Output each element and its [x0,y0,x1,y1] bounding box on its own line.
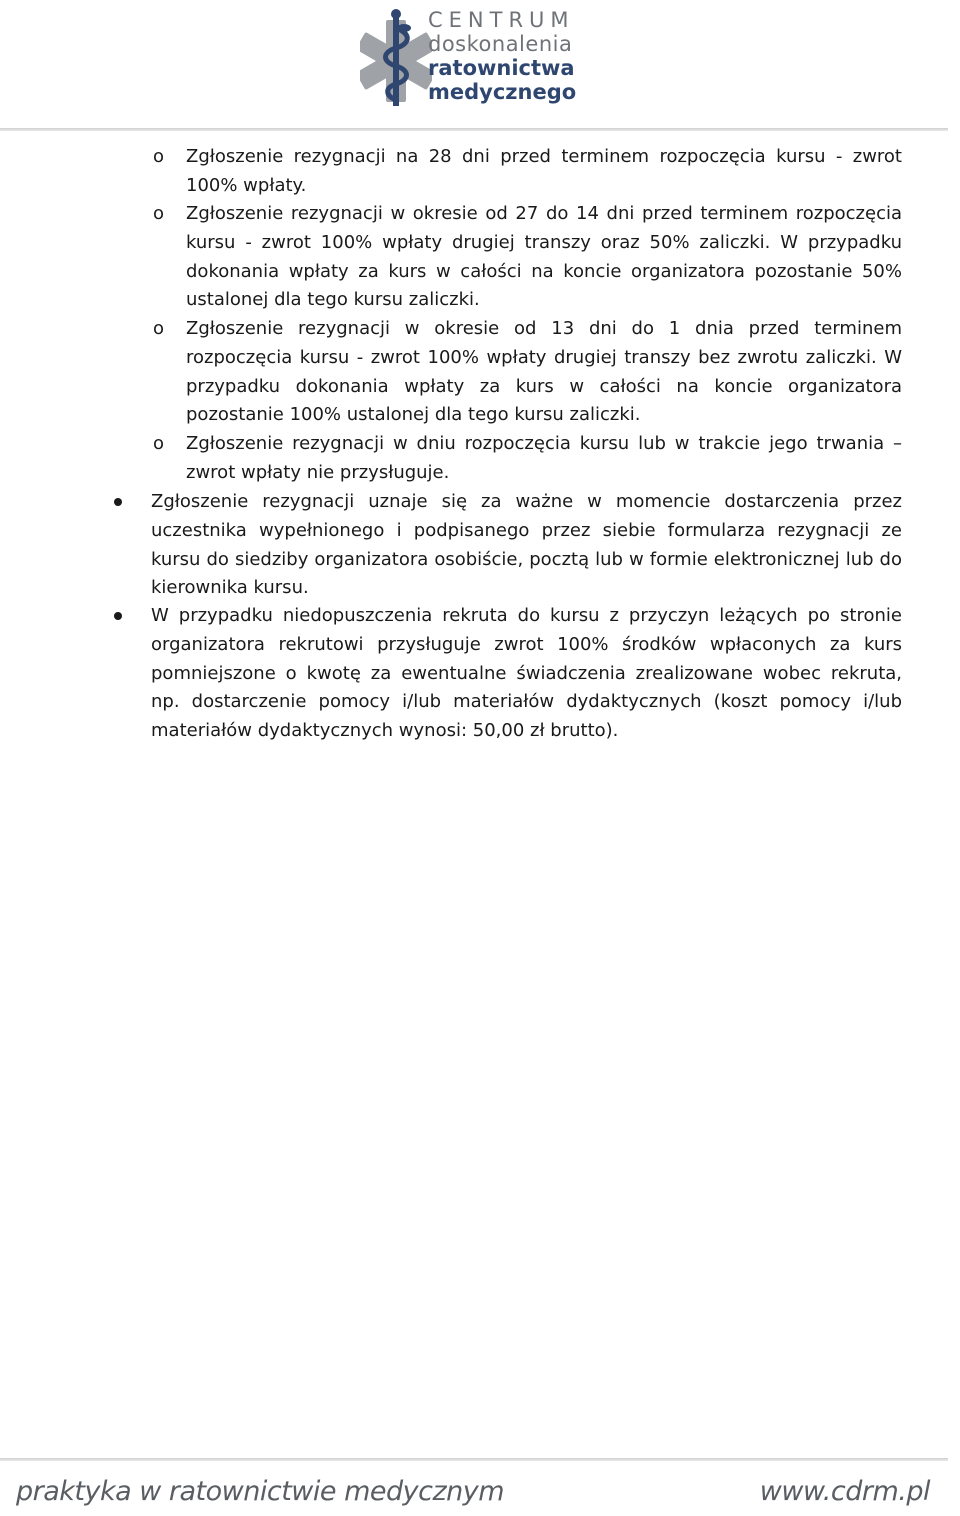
bullet-marker [114,498,122,506]
bullet-marker [114,612,122,620]
footer-divider [0,1458,948,1461]
sub-list-item: Zgłoszenie rezygnacji w okresie od 13 dni do 1 dnia przed terminem rozpoczęcia kursu - zwrot 100% wpłaty drugiej transzy bez zwrotu zaliczki. W przypadku dokonania wpłaty za kurs w całości na koncie organizatora pozostanie 100% ustalonej dla tego kursu zaliczki. [186,318,902,426]
bullet-item: Zgłoszenie rezygnacji uznaje się za ważne w momencie dostarczenia przez uczestnika wypełnionego i podpisanego przez siebie formularza rezygnacji ze kursu do siedziby organizatora osobiście, pocztą lub w formie elektronicznej lub do kierownika kursu. [151,491,902,599]
footer-tagline: praktyka w ratownictwie medycznym [16,1476,505,1507]
sub-list-marker: o [153,146,165,167]
sub-list-item: Zgłoszenie rezygnacji na 28 dni przed terminem rozpoczęcia kursu - zwrot 100% wpłaty. [186,146,902,196]
bullet-item: W przypadku niedopuszczenia rekruta do kursu z przyczyn leżących po stronie organizatora rekrutowi przysługuje zwrot 100% środków wpłaconych za kurs pomniejszone o kwotę za ewentualne świadczenia zrealizowane wobec rekruta, np. dostarczenie pomocy i/lub materiałów dydaktycznych (koszt pomocy i/lub materiałów dydaktycznych wynosi: 50,00 zł brutto). [151,605,902,741]
caduceus-star-of-life-icon [360,6,432,110]
company-logo [360,6,600,110]
sub-list-marker: o [153,318,165,339]
logo-line-medycznego: medycznego [428,80,577,104]
footer-website-link[interactable]: www.cdrm.pl [759,1476,930,1507]
sub-list-item: Zgłoszenie rezygnacji w okresie od 27 do 14 dni przed terminem rozpoczęcia kursu - zwrot 100% wpłaty drugiej transzy oraz 50% zaliczki. W przypadku dokonania wpłaty za kurs w całości na koncie organizatora pozostanie 50% ustalonej dla tego kursu zaliczki. [186,203,902,311]
logo-line-ratownictwa: ratownictwa [428,56,575,80]
sub-list-marker: o [153,433,165,454]
logo-line-doskonalenia: doskonalenia [428,32,573,56]
header-divider [0,128,948,131]
logo-line-centrum: CENTRUM [428,8,575,32]
sub-list-item: Zgłoszenie rezygnacji w dniu rozpoczęcia kursu lub w trakcie jego trwania – zwrot wpłaty nie przysługuje. [186,433,902,483]
sub-list-marker: o [153,203,165,224]
